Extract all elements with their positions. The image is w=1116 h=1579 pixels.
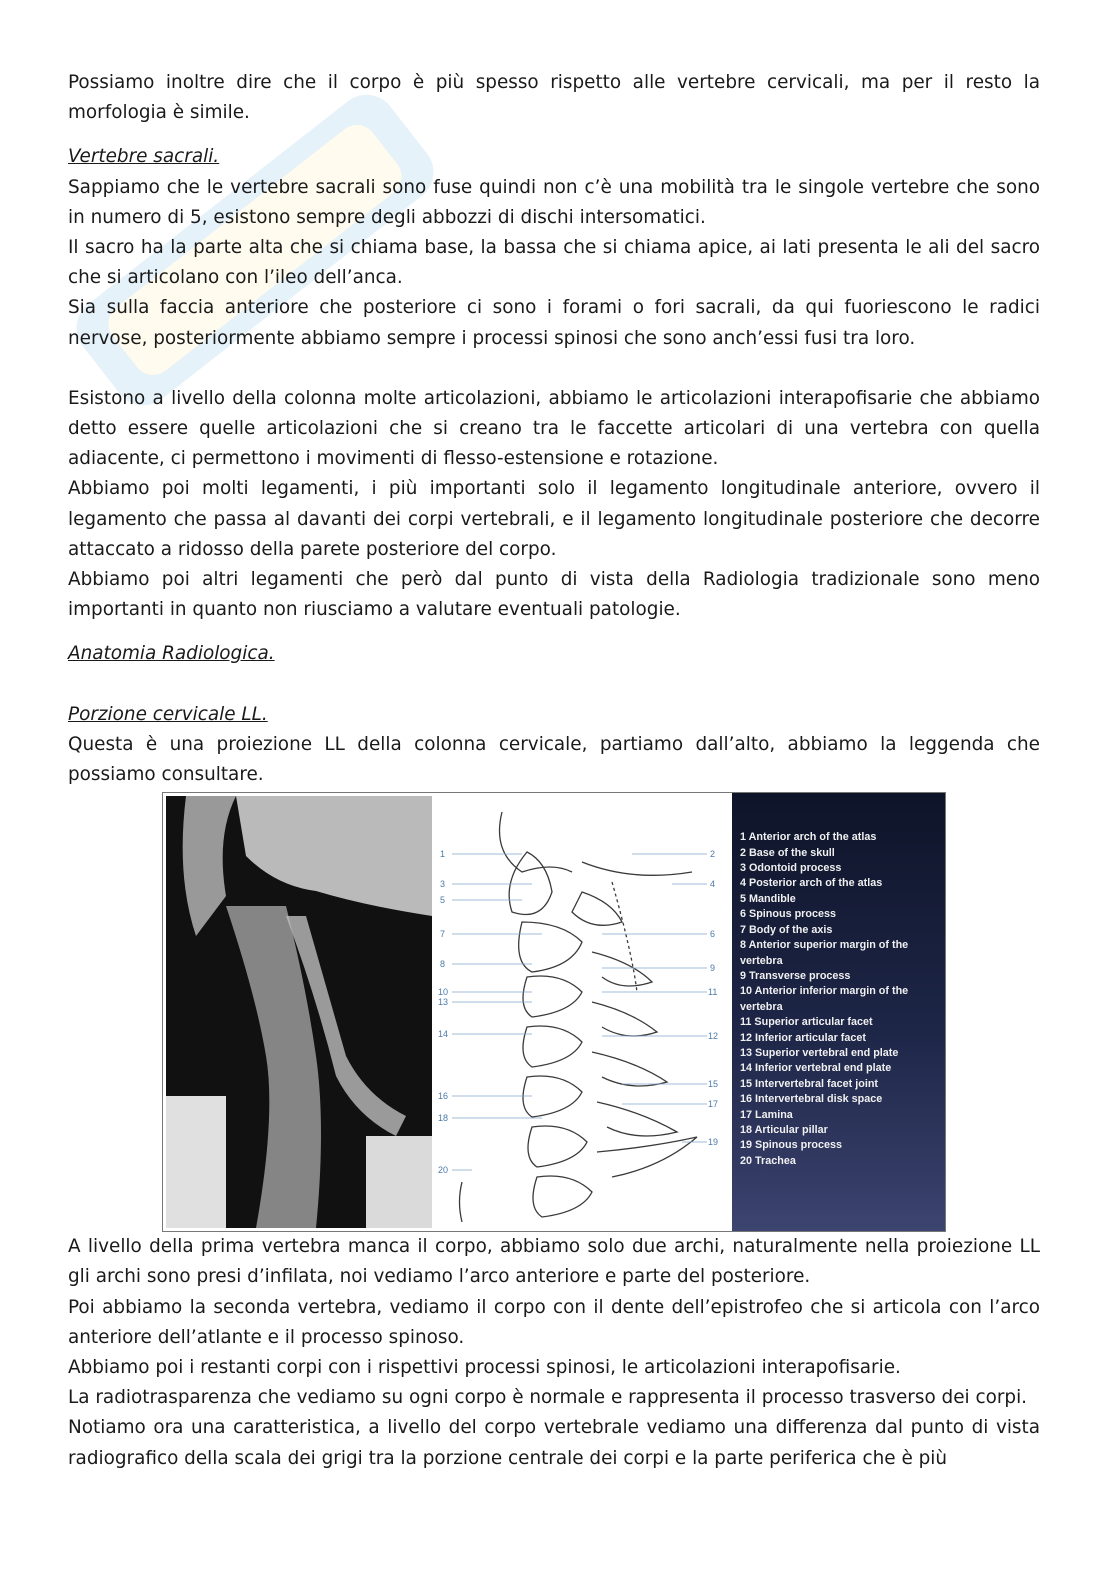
legend-item: 16 Intervertebral disk space: [740, 1093, 883, 1106]
legend-item: 14 Inferior vertebral end plate: [740, 1062, 892, 1075]
section-heading-sacral: Vertebre sacrali.: [68, 146, 220, 168]
callout-left-13: 13: [438, 997, 449, 1008]
callout-right-19: 19: [708, 1137, 719, 1148]
legend-item: 15 Intervertebral facet joint: [740, 1077, 879, 1090]
legend-item: 20 Trachea: [740, 1154, 796, 1167]
callout-right-6: 6: [710, 929, 716, 940]
legend-item: 12 Inferior articular facet: [740, 1031, 867, 1044]
legend-item: 7 Body of the axis: [740, 923, 833, 936]
legend-item: 9 Transverse process: [740, 969, 851, 982]
figure-frame: [162, 792, 946, 1232]
callout-left-18: 18: [438, 1113, 449, 1124]
paragraph: Esistono a livello della colonna molte articolazioni, abbiamo le articolazioni interapofisarie che abbiamo detto essere quelle articolazioni che si creano tra le faccette articolari di una vertebra con quella adiacente, ci permettono i movimenti di flesso-estensione e rotazione.: [68, 387, 1040, 470]
callout-right-9: 9: [710, 963, 716, 974]
callout-right-11: 11: [708, 987, 718, 998]
callout-right-4: 4: [710, 879, 716, 890]
paragraph: Sappiamo che le vertebre sacrali sono fuse quindi non c’è una mobilità tra le singole vertebre che sono in numero di 5, esistono sempre degli abbozzi di dischi intersomatici.: [68, 176, 1040, 228]
callout-left-14: 14: [438, 1029, 449, 1040]
paragraph: Abbiamo poi i restanti corpi con i rispettivi processi spinosi, le articolazioni interapofisarie.: [68, 1357, 901, 1379]
cervical-spine-figure: [162, 792, 946, 1232]
legend-item: 4 Posterior arch of the atlas: [740, 877, 883, 890]
paragraph: Questa è una proiezione LL della colonna cervicale, partiamo dall’alto, abbiamo la leggenda che possiamo consultare.: [68, 733, 1040, 786]
paragraph: A livello della prima vertebra manca il corpo, abbiamo solo due archi, naturalmente nella proiezione LL gli archi sono presi d’infilata, noi vediamo l’arco anteriore e parte del posteriore.: [68, 1236, 1040, 1288]
paragraph: Abbiamo poi altri legamenti che però dal punto di vista della Radiologia tradizionale sono meno importanti in quanto non riusciamo a valutare eventuali patologie.: [68, 569, 1040, 621]
paragraph: Poi abbiamo la seconda vertebra, vediamo il corpo con il dente dell’epistrofeo che si articola con l’arco anteriore dell’atlante e il processo spinoso.: [68, 1296, 1040, 1348]
section-heading-cervical: Porzione cervicale LL.: [68, 703, 268, 725]
legend-item: 3 Odontoid process: [740, 862, 842, 875]
callout-right-15: 15: [708, 1079, 719, 1090]
paragraph: Il sacro ha la parte alta che si chiama base, la bassa che si chiama apice, ai lati presenta le ali del sacro che si articolano con l’ileo dell’anca.: [68, 237, 1040, 289]
callout-left-1: 1: [440, 849, 446, 860]
callout-left-7: 7: [440, 929, 446, 940]
legend-item: 1 Anterior arch of the atlas: [740, 831, 877, 844]
legend-item: 10 Anterior inferior margin of the vertebra: [740, 985, 909, 1013]
legend-item: 2 Base of the skull: [740, 846, 835, 859]
legend-item: 11 Superior articular facet: [740, 1016, 873, 1029]
callout-right-17: 17: [708, 1099, 719, 1110]
legend-item: 17 Lamina: [740, 1108, 793, 1121]
callout-left-20: 20: [438, 1165, 449, 1176]
callout-left-10: 10: [438, 987, 449, 998]
document-body: [68, 68, 1040, 1474]
paragraph: Sia sulla faccia anteriore che posteriore ci sono i forami o fori sacrali, da qui fuoriescono le radici nervose, posteriormente abbiamo sempre i processi spinosi che sono anch’essi fusi tra loro.: [68, 297, 1040, 349]
section-heading-anatomy: Anatomia Radiologica.: [68, 643, 275, 665]
paragraph: Notiamo ora una caratteristica, a livello del corpo vertebrale vediamo una differenza dal punto di vista radiografico della scala dei grigi tra la porzione centrale dei corpi e la parte periferica che è più: [68, 1417, 1040, 1469]
callout-left-5: 5: [440, 895, 446, 906]
paragraph: Possiamo inoltre dire che il corpo è più spesso rispetto alle vertebre cervicali, ma per il resto la morfologia è simile.: [68, 72, 1040, 124]
callout-left-3: 3: [440, 879, 446, 890]
callout-left-16: 16: [438, 1091, 449, 1102]
legend-item: 19 Spinous process: [740, 1139, 843, 1152]
callout-left-8: 8: [440, 959, 446, 970]
legend-item: 5 Mandible: [740, 892, 796, 905]
callout-right-2: 2: [710, 849, 716, 860]
paragraph: La radiotrasparenza che vediamo su ogni corpo è normale e rappresenta il processo trasverso dei corpi.: [68, 1387, 1028, 1409]
callout-right-12: 12: [708, 1031, 719, 1042]
paragraph: Abbiamo poi molti legamenti, i più importanti solo il legamento longitudinale anteriore, ovvero il legamento che passa al davanti dei corpi vertebrali, e il legamento longitudinale posteriore che decorre attaccato a ridosso della parete posteriore del corpo.: [68, 478, 1040, 560]
legend-item: 8 Anterior superior margin of the vertebra: [740, 939, 909, 967]
legend-item: 13 Superior vertebral end plate: [740, 1046, 899, 1059]
legend-item: 6 Spinous process: [740, 908, 837, 921]
legend-item: 18 Articular pillar: [740, 1123, 828, 1136]
